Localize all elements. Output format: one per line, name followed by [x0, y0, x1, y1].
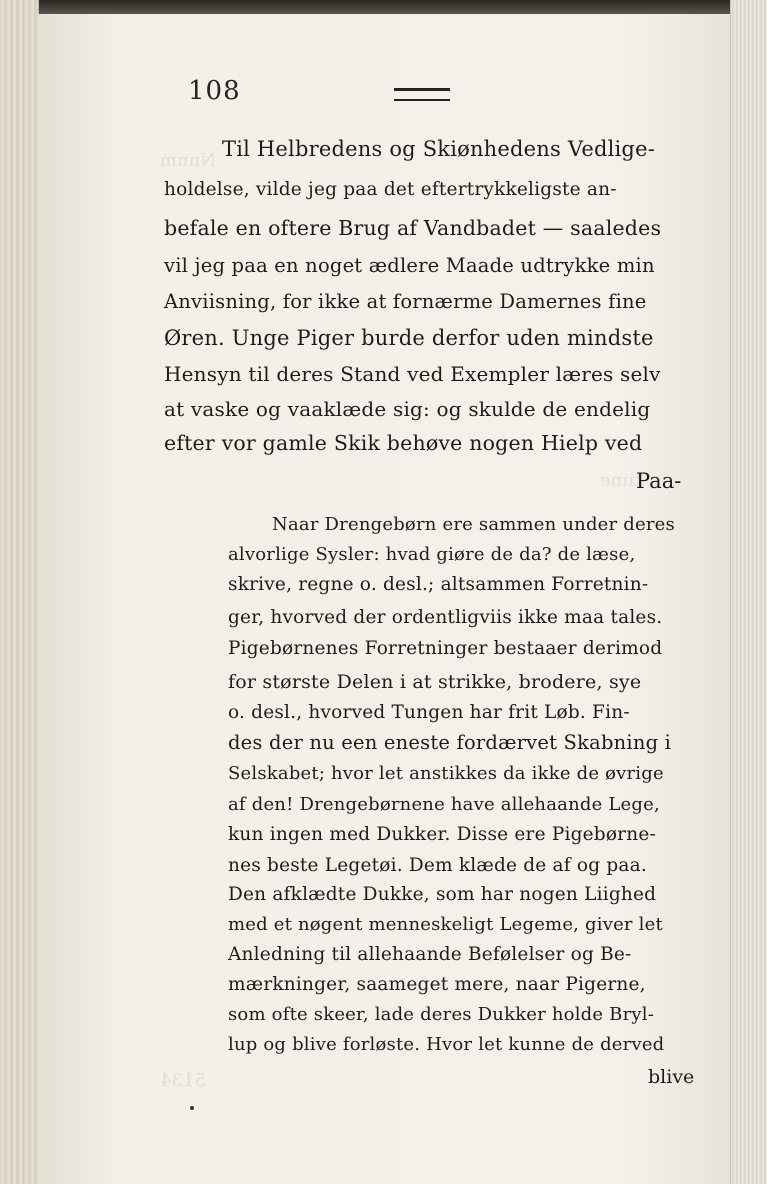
text-line: Naar Drengebørn ere sammen under deres	[272, 514, 675, 535]
page-stack-edge	[730, 0, 767, 1184]
text-line: som ofte skeer, lade deres Dukker holde Bryl-	[228, 1004, 655, 1025]
text-line: med et nøgent menneskeligt Legeme, giver let	[228, 914, 663, 935]
text-line: Øren. Unge Piger burde derfor uden mindste	[164, 326, 654, 350]
text-line: ger, hvorved der ordentligviis ikke maa tales.	[228, 607, 663, 628]
show-through-text: Nnnm	[160, 150, 217, 171]
header-rule	[394, 88, 450, 101]
text-line: Anviisning, for ikke at fornærme Damernes fine	[164, 290, 647, 313]
text-line: Hensyn til deres Stand ved Exempler læres selv	[164, 362, 661, 386]
text-line: Selskabet; hvor let anstikkes da ikke de øvrige	[228, 763, 664, 784]
text-line: skrive, regne o. desl.; altsammen Forretnin-	[228, 574, 649, 595]
text-line: holdelse, vilde jeg paa det eftertrykkeligste an-	[164, 179, 617, 200]
text-line: for største Delen i at strikke, brodere, sye	[228, 671, 642, 693]
text-line: befale en oftere Brug af Vandbadet — saaledes	[164, 216, 662, 240]
book-spine-gutter	[0, 0, 39, 1184]
show-through-text: 5134	[160, 1070, 206, 1091]
text-line: des der nu een eneste fordærvet Skabning i	[228, 731, 672, 754]
text-line: Pigebørnenes Forretninger bestaaer derimod	[228, 638, 663, 659]
text-line: Til Helbredens og Skiønhedens Vedlige-	[222, 137, 655, 161]
show-through-text: tune	[600, 470, 642, 491]
ink-speck	[190, 1106, 194, 1110]
text-line: alvorlige Sysler: hvad giøre de da? de læse,	[228, 544, 636, 565]
text-line: vil jeg paa en noget ædlere Maade udtrykke min	[164, 254, 655, 277]
text-line: mærkninger, saameget mere, naar Pigerne,	[228, 974, 646, 995]
text-line: at vaske og vaaklæde sig: og skulde de endelig	[164, 397, 651, 421]
text-line: kun ingen med Dukker. Disse ere Pigebørne-	[228, 824, 656, 845]
text-line: af den! Drengebørnene have allehaande Lege,	[228, 794, 660, 815]
text-line: nes beste Legetøi. Dem klæde de af og paa.	[228, 855, 647, 876]
text-line: o. desl., hvorved Tungen har frit Løb. Fin-	[228, 702, 630, 723]
catchword: Paa-	[636, 469, 682, 493]
text-line: efter vor gamle Skik behøve nogen Hielp ved	[164, 431, 643, 455]
page-number: 108	[188, 76, 241, 106]
book-top-edge	[0, 0, 767, 14]
text-line: lup og blive forløste. Hvor let kunne de derved	[228, 1034, 665, 1055]
text-line: Anledning til allehaande Befølelser og Be-	[228, 944, 632, 965]
catchword: blive	[648, 1066, 695, 1088]
text-line: Den afklædte Dukke, som har nogen Liighed	[228, 884, 657, 905]
